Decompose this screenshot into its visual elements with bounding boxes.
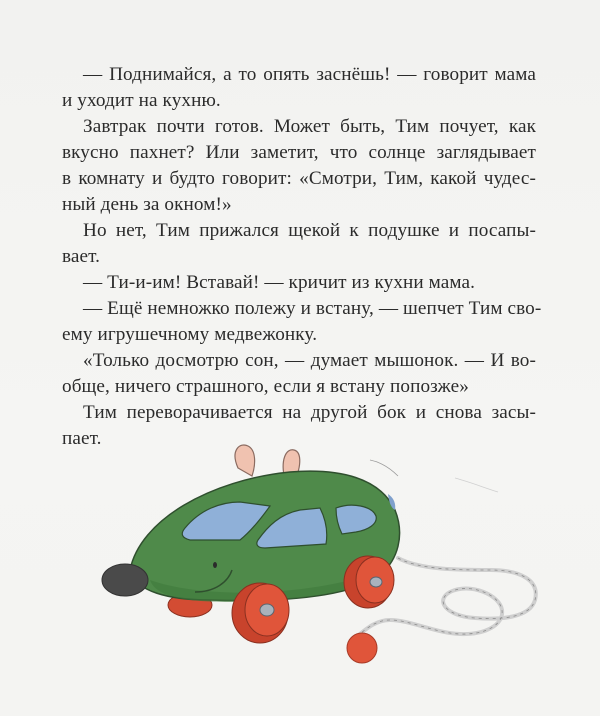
text-line: ему игрушечному медвежонку. bbox=[62, 324, 318, 345]
paragraph-1 bbox=[62, 62, 536, 114]
paragraph-5 bbox=[62, 296, 542, 348]
text-line: Завтрак почти готов. Может быть, Тим почует, как bbox=[83, 116, 536, 137]
pull-ball bbox=[347, 633, 377, 663]
paragraph-2 bbox=[62, 114, 536, 218]
text-line: — Ти-и-им! Вставай! — кричит из кухни мама. bbox=[83, 272, 476, 293]
rear-hub bbox=[370, 577, 382, 587]
front-hub bbox=[260, 604, 274, 616]
text-line: в комнату и будто говорит: «Смотри, Тим, какой чудес- bbox=[62, 168, 536, 189]
toy-mouse-car-image bbox=[80, 420, 580, 710]
text-line: Тим переворачивается на другой бок и снова засы- bbox=[83, 402, 536, 423]
story-text bbox=[62, 62, 542, 452]
text-line: и уходит на кухню. bbox=[62, 90, 221, 111]
text-line: «Только досмотрю сон, — думает мышонок. — И во- bbox=[83, 350, 536, 371]
text-line: вает. bbox=[62, 246, 101, 267]
text-line: вкусно пахнет? Или заметит, что солнце заглядывает bbox=[62, 142, 536, 163]
text-line: — Поднимайся, а то опять заснёшь! — говорит мама bbox=[83, 64, 536, 85]
paragraph-4 bbox=[62, 270, 536, 296]
text-line: Но нет, Тим прижался щекой к подушке и посапы- bbox=[83, 220, 536, 241]
eye bbox=[213, 562, 217, 568]
text-line: обще, ничего страшного, если я встану попозже» bbox=[62, 376, 469, 397]
paragraph-6 bbox=[62, 348, 536, 400]
toy-mouse-car-illustration bbox=[80, 420, 580, 710]
rear-wheel bbox=[344, 556, 394, 608]
text-line: пает. bbox=[62, 428, 102, 449]
text-line: ный день за окном!» bbox=[62, 194, 232, 215]
front-wheel bbox=[232, 583, 289, 643]
text-line: — Ещё немножко полежу и встану, — шепчет Тим сво- bbox=[83, 298, 542, 319]
nose bbox=[102, 564, 148, 596]
paragraph-3 bbox=[62, 218, 536, 270]
